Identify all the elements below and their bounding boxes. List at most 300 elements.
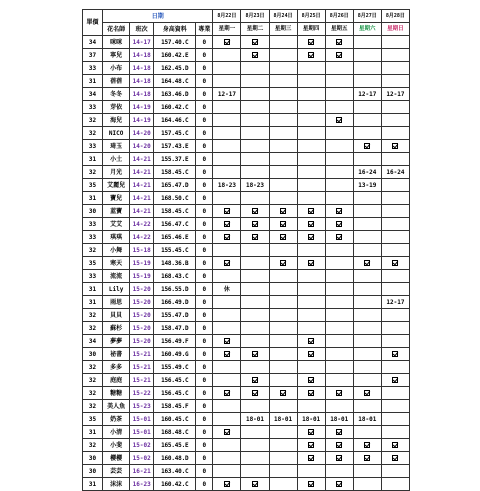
row-class: 14-18 xyxy=(130,88,154,101)
check-icon xyxy=(364,455,370,461)
check-icon xyxy=(392,351,398,357)
check-icon xyxy=(392,260,398,266)
schedule-cell xyxy=(325,335,353,348)
check-icon xyxy=(224,39,230,45)
schedule-cell xyxy=(269,62,297,75)
row-num: 32 xyxy=(83,361,103,374)
schedule-cell: 18-01 xyxy=(241,413,269,426)
checkbox-checked-icon xyxy=(297,257,325,270)
date-header: 8月25日 xyxy=(297,10,325,23)
row-num: 35 xyxy=(83,179,103,192)
row-name: 蓓蓓 xyxy=(103,75,130,88)
check-icon xyxy=(392,442,398,448)
check-icon xyxy=(308,221,314,227)
row-num: 32 xyxy=(83,439,103,452)
check-icon xyxy=(308,52,314,58)
check-icon xyxy=(308,377,314,383)
col-type-header: 專業 xyxy=(196,23,213,36)
schedule-cell xyxy=(213,166,241,179)
schedule-cell xyxy=(353,153,381,166)
schedule-cell xyxy=(353,218,381,231)
check-icon xyxy=(308,481,314,487)
schedule-cell xyxy=(353,205,381,218)
schedule-cell xyxy=(353,75,381,88)
schedule-cell xyxy=(381,309,409,322)
table-row xyxy=(83,62,410,75)
row-type: 0 xyxy=(196,322,213,335)
checkbox-checked-icon xyxy=(213,218,241,231)
row-class: 14-19 xyxy=(130,101,154,114)
checkbox-checked-icon xyxy=(241,205,269,218)
schedule-cell xyxy=(241,322,269,335)
row-name: 小舞 xyxy=(103,244,130,257)
date-header: 8月28日 xyxy=(381,10,409,23)
check-icon xyxy=(336,39,342,45)
schedule-cell xyxy=(269,49,297,62)
row-class: 15-21 xyxy=(130,374,154,387)
schedule-cell xyxy=(353,309,381,322)
row-class: 14-21 xyxy=(130,166,154,179)
checkbox-checked-icon xyxy=(297,36,325,49)
checkbox-checked-icon xyxy=(241,49,269,62)
schedule-cell xyxy=(381,426,409,439)
row-class: 14-21 xyxy=(130,192,154,205)
row-num: 31 xyxy=(83,478,103,491)
schedule-cell xyxy=(297,62,325,75)
row-class: 14-20 xyxy=(130,127,154,140)
schedule-cell xyxy=(269,478,297,491)
check-icon xyxy=(224,351,230,357)
schedule-cell xyxy=(241,335,269,348)
checkbox-checked-icon xyxy=(241,387,269,400)
schedule-cell xyxy=(353,478,381,491)
row-num: 33 xyxy=(83,101,103,114)
table-row xyxy=(83,296,410,309)
check-icon xyxy=(224,208,230,214)
row-num: 33 xyxy=(83,218,103,231)
row-info: 164.46.C xyxy=(154,114,196,127)
row-num: 35 xyxy=(83,257,103,270)
row-class: 15-20 xyxy=(130,309,154,322)
checkbox-checked-icon xyxy=(353,387,381,400)
row-class: 15-18 xyxy=(130,244,154,257)
schedule-cell xyxy=(241,426,269,439)
row-name: 小斐 xyxy=(103,439,130,452)
schedule-cell xyxy=(381,114,409,127)
row-info: 165.46.E xyxy=(154,231,196,244)
row-info: 157.45.C xyxy=(154,127,196,140)
row-class: 15-21 xyxy=(130,361,154,374)
check-icon xyxy=(308,390,314,396)
row-type: 0 xyxy=(196,244,213,257)
row-name: 芸芸 xyxy=(103,465,130,478)
row-class: 15-02 xyxy=(130,439,154,452)
check-icon xyxy=(252,390,258,396)
row-info: 160.42.E xyxy=(154,49,196,62)
checkbox-checked-icon xyxy=(381,439,409,452)
checkbox-checked-icon xyxy=(241,218,269,231)
schedule-cell xyxy=(325,166,353,179)
row-class: 14-19 xyxy=(130,114,154,127)
check-icon xyxy=(336,390,342,396)
row-class: 14-18 xyxy=(130,49,154,62)
row-type: 0 xyxy=(196,257,213,270)
schedule-cell: 12-17 xyxy=(213,88,241,101)
check-icon xyxy=(336,117,342,123)
schedule-cell: 12-17 xyxy=(381,88,409,101)
row-name: 沫沫 xyxy=(103,478,130,491)
schedule-cell xyxy=(325,270,353,283)
schedule-cell xyxy=(381,322,409,335)
schedule-cell xyxy=(241,101,269,114)
schedule-cell xyxy=(269,36,297,49)
schedule-cell xyxy=(381,192,409,205)
checkbox-checked-icon xyxy=(213,348,241,361)
schedule-cell xyxy=(381,270,409,283)
schedule-cell xyxy=(353,374,381,387)
table-row xyxy=(83,140,410,153)
checkbox-checked-icon xyxy=(325,205,353,218)
row-type: 0 xyxy=(196,192,213,205)
row-name: 寧兒 xyxy=(103,49,130,62)
table-row xyxy=(83,270,410,283)
row-name: 蓝寶 xyxy=(103,205,130,218)
checkbox-checked-icon xyxy=(297,205,325,218)
check-icon xyxy=(224,338,230,344)
schedule-cell: 13-19 xyxy=(353,179,381,192)
schedule-cell xyxy=(325,374,353,387)
row-class: 15-20 xyxy=(130,335,154,348)
schedule-cell xyxy=(241,283,269,296)
check-icon xyxy=(364,143,370,149)
table-row xyxy=(83,361,410,374)
row-class: 14-21 xyxy=(130,153,154,166)
schedule-cell: 16-24 xyxy=(381,166,409,179)
row-class: 15-19 xyxy=(130,270,154,283)
check-icon xyxy=(280,221,286,227)
schedule-cell xyxy=(241,166,269,179)
table-row xyxy=(83,114,410,127)
schedule-cell xyxy=(353,244,381,257)
row-type: 0 xyxy=(196,387,213,400)
schedule-cell xyxy=(325,179,353,192)
row-info: 160.42.C xyxy=(154,478,196,491)
schedule-cell xyxy=(297,114,325,127)
check-icon xyxy=(252,52,258,58)
checkbox-checked-icon xyxy=(297,49,325,62)
row-class: 15-19 xyxy=(130,257,154,270)
checkbox-checked-icon xyxy=(297,374,325,387)
schedule-cell xyxy=(213,114,241,127)
row-info: 148.36.B xyxy=(154,257,196,270)
schedule-cell xyxy=(297,140,325,153)
table-row xyxy=(83,36,410,49)
date-header: 8月22日 xyxy=(213,10,241,23)
table-row xyxy=(83,309,410,322)
row-class: 14-18 xyxy=(130,75,154,88)
schedule-cell xyxy=(297,465,325,478)
schedule-cell xyxy=(381,153,409,166)
row-class: 15-20 xyxy=(130,283,154,296)
row-num: 31 xyxy=(83,192,103,205)
schedule-cell xyxy=(269,244,297,257)
schedule-cell xyxy=(353,127,381,140)
check-icon xyxy=(392,143,398,149)
row-info: 156.45.C xyxy=(154,374,196,387)
check-icon xyxy=(224,481,230,487)
schedule-cell xyxy=(353,62,381,75)
schedule-cell xyxy=(353,114,381,127)
schedule-cell xyxy=(213,413,241,426)
checkbox-checked-icon xyxy=(325,36,353,49)
table-row xyxy=(83,127,410,140)
row-type: 0 xyxy=(196,88,213,101)
schedule-cell xyxy=(325,140,353,153)
row-info: 164.48.C xyxy=(154,75,196,88)
row-num: 35 xyxy=(83,413,103,426)
checkbox-checked-icon xyxy=(269,231,297,244)
schedule-cell xyxy=(241,296,269,309)
schedule-cell xyxy=(269,283,297,296)
schedule-cell xyxy=(269,140,297,153)
date-header: 8月27日 xyxy=(353,10,381,23)
row-info: 156.45.C xyxy=(154,387,196,400)
check-icon xyxy=(252,221,258,227)
schedule-cell xyxy=(353,296,381,309)
row-info: 158.45.C xyxy=(154,205,196,218)
check-icon xyxy=(308,260,314,266)
date-label: 日期 xyxy=(103,10,213,23)
row-num: 32 xyxy=(83,166,103,179)
row-num: 33 xyxy=(83,231,103,244)
table-row xyxy=(83,465,410,478)
row-name: 寶兒 xyxy=(103,192,130,205)
schedule-cell: 12-17 xyxy=(381,296,409,309)
row-num: 30 xyxy=(83,205,103,218)
schedule-cell xyxy=(241,465,269,478)
row-info: 163.46.D xyxy=(154,88,196,101)
table-row xyxy=(83,49,410,62)
row-type: 0 xyxy=(196,127,213,140)
schedule-cell xyxy=(297,127,325,140)
col-name-header: 花名師 xyxy=(103,23,130,36)
checkbox-checked-icon xyxy=(269,218,297,231)
row-class: 15-02 xyxy=(130,452,154,465)
row-name: 琦玉 xyxy=(103,140,130,153)
check-icon xyxy=(336,442,342,448)
schedule-cell xyxy=(325,361,353,374)
schedule-cell xyxy=(381,244,409,257)
schedule-cell xyxy=(381,478,409,491)
schedule-cell xyxy=(325,309,353,322)
checkbox-checked-icon xyxy=(213,426,241,439)
row-num: 31 xyxy=(83,283,103,296)
row-info: 157.43.E xyxy=(154,140,196,153)
schedule-cell xyxy=(325,257,353,270)
schedule-cell xyxy=(241,257,269,270)
row-type: 0 xyxy=(196,374,213,387)
schedule-cell xyxy=(325,75,353,88)
table-row xyxy=(83,413,410,426)
check-icon xyxy=(224,234,230,240)
check-icon xyxy=(224,221,230,227)
row-num: 32 xyxy=(83,309,103,322)
check-icon xyxy=(308,39,314,45)
schedule-cell: 12-17 xyxy=(353,88,381,101)
schedule-cell xyxy=(213,244,241,257)
row-info: 156.47.C xyxy=(154,218,196,231)
schedule-cell xyxy=(213,439,241,452)
check-icon xyxy=(280,208,286,214)
row-name: 咪咪 xyxy=(103,36,130,49)
row-class: 15-20 xyxy=(130,296,154,309)
row-num: 33 xyxy=(83,270,103,283)
schedule-cell xyxy=(297,166,325,179)
row-name: 海兒 xyxy=(103,114,130,127)
row-type: 0 xyxy=(196,140,213,153)
schedule-cell: 18-01 xyxy=(325,413,353,426)
schedule-cell xyxy=(213,452,241,465)
row-type: 0 xyxy=(196,218,213,231)
checkbox-checked-icon xyxy=(241,36,269,49)
schedule-cell xyxy=(213,361,241,374)
schedule-cell xyxy=(325,296,353,309)
checkbox-checked-icon xyxy=(381,374,409,387)
check-icon xyxy=(252,234,258,240)
row-class: 14-21 xyxy=(130,179,154,192)
row-num: 31 xyxy=(83,75,103,88)
row-info: 158.47.D xyxy=(154,322,196,335)
checkbox-checked-icon xyxy=(353,257,381,270)
row-info: 168.50.C xyxy=(154,192,196,205)
day-header: 星期四 xyxy=(297,23,325,36)
schedule-cell xyxy=(297,88,325,101)
schedule-cell xyxy=(297,153,325,166)
schedule-cell xyxy=(241,127,269,140)
row-num: 33 xyxy=(83,140,103,153)
checkbox-checked-icon xyxy=(297,218,325,231)
row-num: 32 xyxy=(83,387,103,400)
row-name: 貝貝 xyxy=(103,309,130,322)
row-info: 168.43.C xyxy=(154,270,196,283)
schedule-cell xyxy=(269,439,297,452)
schedule-cell xyxy=(213,140,241,153)
schedule-cell xyxy=(269,465,297,478)
row-num: 32 xyxy=(83,114,103,127)
date-header: 8月26日 xyxy=(325,10,353,23)
row-num: 34 xyxy=(83,36,103,49)
schedule-cell xyxy=(269,179,297,192)
col-info-header: 身高資料 xyxy=(154,23,196,36)
row-name: 小清 xyxy=(103,426,130,439)
row-info: 160.48.D xyxy=(154,452,196,465)
schedule-cell xyxy=(269,322,297,335)
schedule-cell xyxy=(325,127,353,140)
schedule-cell xyxy=(213,400,241,413)
checkbox-checked-icon xyxy=(297,387,325,400)
checkbox-checked-icon xyxy=(381,140,409,153)
schedule-cell xyxy=(353,231,381,244)
schedule-cell xyxy=(241,400,269,413)
schedule-cell xyxy=(269,374,297,387)
schedule-body xyxy=(83,36,410,491)
checkbox-checked-icon xyxy=(269,387,297,400)
table-row xyxy=(83,153,410,166)
table-row xyxy=(83,88,410,101)
schedule-cell xyxy=(381,36,409,49)
schedule-cell xyxy=(297,309,325,322)
row-info: 158.45.C xyxy=(154,166,196,179)
schedule-cell xyxy=(241,244,269,257)
schedule-cell xyxy=(325,192,353,205)
check-icon xyxy=(336,221,342,227)
schedule-cell xyxy=(297,75,325,88)
schedule-cell xyxy=(381,400,409,413)
schedule-cell xyxy=(325,400,353,413)
row-type: 0 xyxy=(196,153,213,166)
row-name: 櫻櫻 xyxy=(103,452,130,465)
row-type: 0 xyxy=(196,465,213,478)
checkbox-checked-icon xyxy=(213,257,241,270)
row-type: 0 xyxy=(196,413,213,426)
row-num: 34 xyxy=(83,88,103,101)
row-name: 冬冬 xyxy=(103,88,130,101)
row-num: 33 xyxy=(83,62,103,75)
row-class: 15-01 xyxy=(130,426,154,439)
header-row-dates xyxy=(83,10,410,23)
day-header: 星期一 xyxy=(213,23,241,36)
table-row xyxy=(83,400,410,413)
schedule-cell xyxy=(213,374,241,387)
checkbox-checked-icon xyxy=(325,49,353,62)
checkbox-checked-icon xyxy=(325,439,353,452)
row-num: 31 xyxy=(83,153,103,166)
schedule-cell xyxy=(269,114,297,127)
schedule-cell xyxy=(325,153,353,166)
check-icon xyxy=(308,338,314,344)
checkbox-checked-icon xyxy=(297,452,325,465)
row-name: 奶茶 xyxy=(103,413,130,426)
schedule-cell xyxy=(325,348,353,361)
schedule-cell xyxy=(269,296,297,309)
row-name: 夢夢 xyxy=(103,335,130,348)
schedule-cell xyxy=(353,192,381,205)
row-name: 小布 xyxy=(103,62,130,75)
checkbox-checked-icon xyxy=(325,114,353,127)
schedule-cell xyxy=(269,166,297,179)
checkbox-checked-icon xyxy=(353,439,381,452)
schedule-cell: 18-01 xyxy=(269,413,297,426)
schedule-cell xyxy=(297,244,325,257)
row-name: 美人魚 xyxy=(103,400,130,413)
row-type: 0 xyxy=(196,205,213,218)
schedule-cell xyxy=(213,192,241,205)
schedule-cell xyxy=(269,335,297,348)
row-info: 160.45.C xyxy=(154,413,196,426)
schedule-cell xyxy=(213,270,241,283)
schedule-cell xyxy=(241,88,269,101)
check-icon xyxy=(280,234,286,240)
row-num: 31 xyxy=(83,426,103,439)
schedule-cell xyxy=(353,335,381,348)
schedule-cell xyxy=(213,296,241,309)
table-row xyxy=(83,283,410,296)
row-class: 15-21 xyxy=(130,348,154,361)
schedule-cell xyxy=(297,296,325,309)
checkbox-checked-icon xyxy=(381,257,409,270)
check-icon xyxy=(364,442,370,448)
row-info: 165.47.D xyxy=(154,179,196,192)
